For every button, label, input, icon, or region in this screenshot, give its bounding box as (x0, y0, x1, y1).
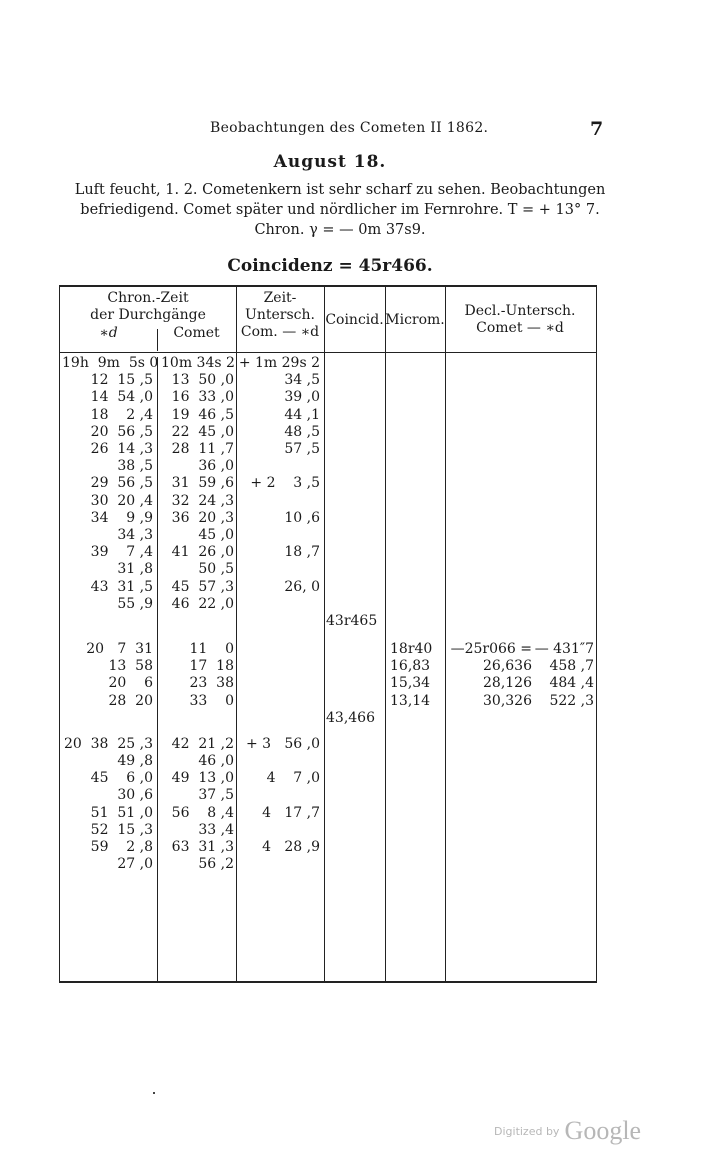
star-time-cell: 55 ,9 (117, 595, 153, 612)
comet-time-cell: 36 20 ,3 (171, 509, 234, 526)
comet-time-cell: 33 ,4 (198, 821, 234, 838)
note-line: Chron. γ = — 0m 37s9. (254, 222, 426, 238)
microm-header: Microm. (385, 312, 445, 328)
comet-time-cell: 22 45 ,0 (171, 423, 234, 440)
decl-diff-cell: 30,326 (483, 692, 532, 709)
star-time-cell: 52 15 ,3 (90, 821, 153, 838)
microm-cell: 16,83 (390, 658, 431, 675)
comet-time-cell: 41 26 ,0 (171, 544, 234, 561)
comet-time-cell: 42 21 ,2 (171, 735, 234, 752)
zeit-header (236, 290, 324, 341)
column-rule (385, 287, 386, 981)
coincid-cell: 43,466 (326, 709, 375, 726)
comet-header: Comet (173, 325, 220, 341)
comet-time-cell: 37 ,5 (198, 787, 234, 804)
page-number: 7 (590, 118, 604, 140)
zeit-title-3: Com. — ∗d (240, 324, 320, 340)
comet-time-cell: 63 31 ,3 (171, 839, 234, 855)
star-time-cell: 12 15 ,5 (90, 372, 153, 389)
star-time-cell: 59 2 ,8 (90, 839, 153, 855)
decl-arc-cell: 522 ,3 (549, 692, 594, 709)
observation-note (70, 180, 610, 240)
zeit-diff-cell: 39 ,0 (284, 389, 320, 406)
star-time-cell: 30 ,6 (117, 787, 153, 804)
zeit-diff-cell: + 1m 29s 2 (238, 355, 320, 371)
decl-diff-cell: 28,126 (483, 675, 532, 692)
comet-time-cell: 56 8 ,4 (171, 804, 234, 821)
observation-table (59, 285, 597, 983)
digitized-footer (494, 1116, 641, 1146)
zeit-diff-cell: 4 7 ,0 (266, 770, 320, 787)
comet-time-cell: 46 22 ,0 (171, 595, 234, 612)
star-time-cell: 38 ,5 (117, 458, 153, 475)
star-time-cell: 49 ,8 (117, 753, 153, 769)
zeit-diff-cell: + 2 3 ,5 (250, 475, 320, 492)
star-time-cell: 51 51 ,0 (90, 804, 153, 821)
column-rule (324, 287, 325, 981)
zeit-diff-cell: 48 ,5 (284, 423, 320, 440)
comet-time-cell: 45 ,0 (198, 527, 234, 543)
star-time-cell: 14 54 ,0 (90, 389, 153, 406)
coincid-header: Coincid. (325, 312, 384, 328)
zeit-diff-cell: 34 ,5 (284, 372, 320, 389)
decl-arc-cell: 484 ,4 (549, 675, 594, 692)
star-time-cell: 45 6 ,0 (90, 770, 153, 787)
comet-time-cell: 33 0 (189, 692, 234, 709)
chron-title-2: der Durchgänge (90, 307, 206, 323)
star-time-cell: 34 9 ,9 (90, 509, 153, 526)
microm-cell: 18r40 (390, 641, 433, 657)
star-time-cell: 30 20 ,4 (90, 492, 153, 509)
star-time-cell: 20 6 (108, 675, 153, 692)
zeit-diff-cell: 4 28 ,9 (262, 839, 320, 855)
chron-header (60, 290, 236, 324)
column-rule (236, 287, 237, 981)
decl-arc-cell: — 431″7 (534, 641, 594, 657)
microm-cell: 13,14 (390, 692, 431, 709)
running-title: Beobachtungen des Cometen II 1862. (210, 120, 489, 136)
zeit-diff-cell: 26, 0 (284, 578, 320, 595)
comet-time-cell: 50 ,5 (198, 561, 234, 578)
star-time-cell: 31 ,8 (117, 561, 153, 578)
coincidenz-title: Coincidenz = 45r466. (227, 256, 433, 276)
zeit-diff-cell: 4 17 ,7 (262, 804, 320, 821)
star-time-cell: 18 2 ,4 (90, 406, 153, 423)
zeit-diff-cell: + 3 56 ,0 (245, 735, 320, 752)
comet-time-cell: 28 11 ,7 (171, 441, 234, 457)
comet-time-cell: 13 50 ,0 (171, 372, 234, 389)
star-time-cell: 20 38 25 ,3 (63, 735, 153, 752)
comet-time-cell: 32 24 ,3 (171, 492, 234, 509)
print-speck (153, 1092, 155, 1094)
zeit-diff-cell: 57 ,5 (284, 441, 320, 457)
comet-time-cell: 36 ,0 (198, 458, 234, 475)
decl-header (445, 303, 595, 337)
digitized-by-label: Digitized by (494, 1125, 560, 1138)
comet-time-cell: 46 ,0 (198, 753, 234, 769)
subcolumn-rule (157, 357, 158, 981)
star-time-cell: 34 ,3 (117, 527, 153, 543)
decl-arc-cell: 458 ,7 (549, 658, 594, 675)
comet-time-cell: 19 46 ,5 (171, 406, 234, 423)
star-time-cell: 29 56 ,5 (90, 475, 153, 492)
comet-time-cell: 31 59 ,6 (171, 475, 234, 492)
comet-time-cell: 56 ,2 (198, 856, 234, 873)
star-time-cell: 43 31 ,5 (90, 578, 153, 595)
zeit-diff-cell: 18 ,7 (284, 544, 320, 561)
note-line: befriedigend. Comet später und nördlicher im Fernrohre. T = + 13° 7. (80, 202, 600, 218)
star-time-cell: 19h 9m 5s 0 (62, 355, 159, 371)
decl-diff-cell: 26,636 (483, 658, 532, 675)
chron-title-1: Chron.-Zeit (107, 290, 189, 306)
comet-time-cell: 45 57 ,3 (171, 578, 234, 595)
zeit-diff-cell: 44 ,1 (284, 406, 320, 423)
zeit-diff-cell: 10 ,6 (284, 509, 320, 526)
comet-time-cell: 11 0 (189, 641, 234, 657)
zeit-title-1: Zeit- (263, 290, 297, 306)
decl-title-1: Decl.-Untersch. (464, 303, 576, 319)
decl-title-2: Comet — ∗d (476, 320, 564, 336)
running-header (0, 118, 724, 140)
comet-time-cell: 49 13 ,0 (171, 770, 234, 787)
zeit-title-2: Untersch. (245, 307, 315, 323)
star-time-cell: 13 58 (108, 658, 153, 675)
microm-cell: 15,34 (390, 675, 431, 692)
decl-diff-cell: —25r066 = (450, 641, 532, 657)
google-logo: Google (564, 1116, 642, 1145)
comet-time-cell: 16 33 ,0 (171, 389, 234, 406)
star-time-cell: 20 56 ,5 (90, 423, 153, 440)
star-time-cell: 39 7 ,4 (90, 544, 153, 561)
column-rule (445, 287, 446, 981)
star-time-cell: 20 7 31 (86, 641, 153, 657)
comet-time-cell: 10m 34s 2 (161, 355, 235, 371)
header-rule (60, 352, 596, 353)
section-date: August 18. (273, 152, 387, 172)
star-time-cell: 27 ,0 (117, 856, 153, 873)
comet-time-cell: 23 38 (189, 675, 234, 692)
note-line: Luft feucht, 1. 2. Cometenkern ist sehr scharf zu sehen. Beobachtungen (74, 182, 606, 198)
star-time-cell: 28 20 (108, 692, 153, 709)
comet-time-cell: 17 18 (189, 658, 234, 675)
star-time-cell: 26 14 ,3 (90, 441, 153, 457)
star-header: ∗d (99, 325, 118, 341)
coincid-cell: 43r465 (326, 613, 378, 629)
